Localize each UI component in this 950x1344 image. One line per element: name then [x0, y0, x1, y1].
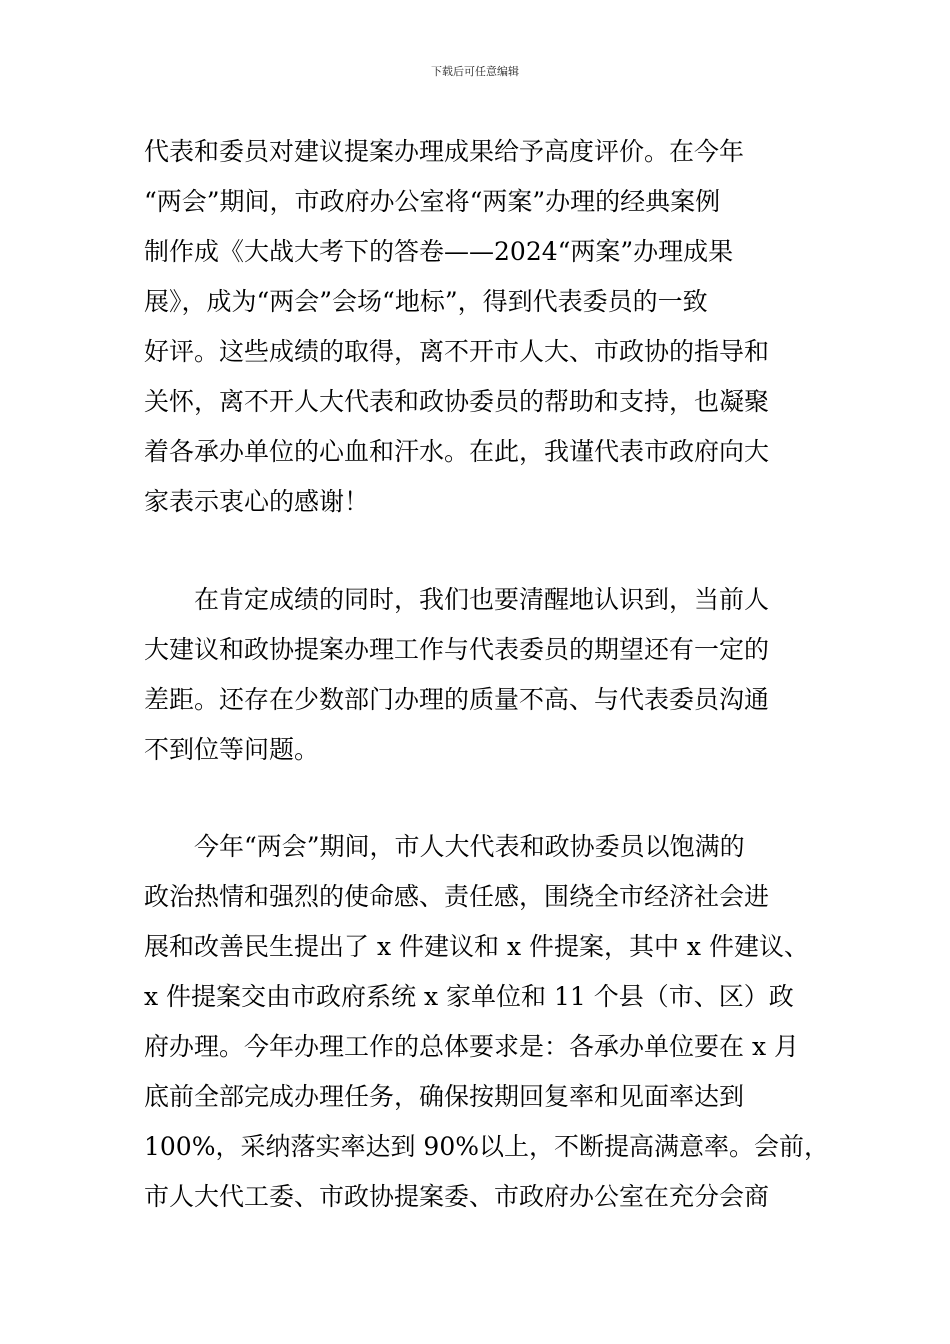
paragraph-3-line: 市人大代工委、市政协提案委、市政府办公室在充分会商	[144, 1182, 770, 1211]
paragraph-3-line: 展和改善民生提出了 x 件建议和 x 件提案，其中 x 件建议、	[144, 932, 809, 961]
paragraph-3-line: 今年“两会”期间，市人大代表和政协委员以饱满的	[194, 832, 745, 861]
paragraph-3-line: x 件提案交由市政府系统 x 家单位和 11 个县（市、区）政	[144, 982, 794, 1011]
header-note: 下载后可任意编辑	[431, 65, 519, 78]
paragraph-3-line: 府办理。今年办理工作的总体要求是：各承办单位要在 x 月	[144, 1032, 799, 1061]
paragraph-2-line: 在肯定成绩的同时，我们也要清醒地认识到，当前人	[194, 585, 770, 614]
paragraph-1-line: 着各承办单位的心血和汗水。在此，我谨代表市政府向大	[144, 437, 770, 466]
paragraph-1-line: 代表和委员对建议提案办理成果给予高度评价。在今年	[144, 137, 745, 166]
paragraph-2-line: 不到位等问题。	[144, 735, 320, 764]
paragraph-3-line: 100%，采纳落实率达到 90%以上，不断提高满意率。会前，	[144, 1132, 829, 1161]
paragraph-2-line: 大建议和政协提案办理工作与代表委员的期望还有一定的	[144, 635, 770, 664]
paragraph-1-line: 好评。这些成绩的取得，离不开市人大、市政协的指导和	[144, 337, 770, 366]
paragraph-1-line: “两会”期间，市政府办公室将“两案”办理的经典案例	[144, 187, 721, 216]
paragraph-1-line: 家表示衷心的感谢！	[144, 487, 370, 516]
paragraph-3-line: 政治热情和强烈的使命感、责任感，围绕全市经济社会进	[144, 882, 770, 911]
paragraph-3-line: 底前全部完成办理任务，确保按期回复率和见面率达到	[144, 1082, 745, 1111]
paragraph-1-line: 展》，成为“两会”会场“地标”，得到代表委员的一致	[144, 287, 708, 316]
paragraph-1-line: 制作成《大战大考下的答卷——2024“两案”办理成果	[144, 237, 734, 266]
paragraph-1-line: 关怀，离不开人大代表和政协委员的帮助和支持，也凝聚	[144, 387, 770, 416]
paragraph-2-line: 差距。还存在少数部门办理的质量不高、与代表委员沟通	[144, 685, 770, 714]
